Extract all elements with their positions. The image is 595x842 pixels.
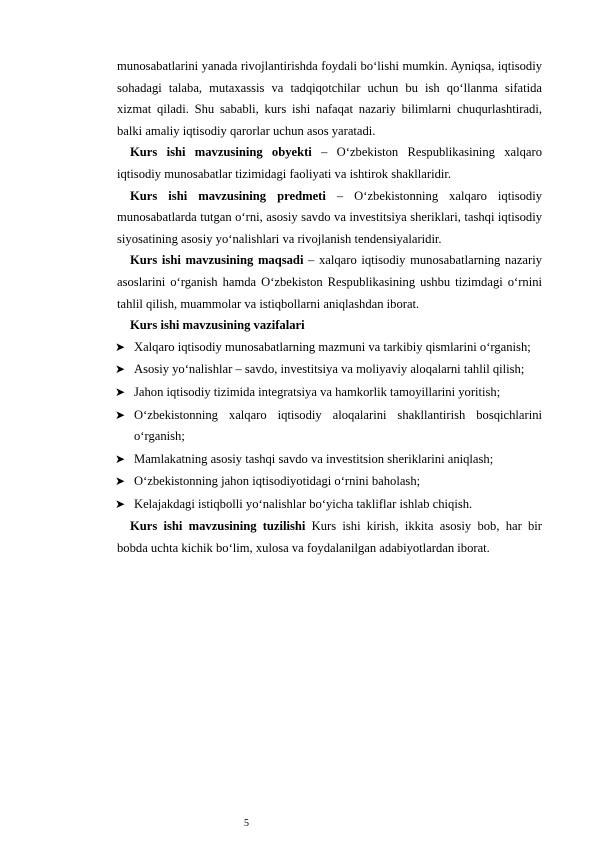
structure-text: Kurs ishi kirish, ikkita asosiy bob, har bir bobda uchta kichik bo‘lim, xulosa va foydalanilgan adabiyotlardan iborat. <box>117 519 542 556</box>
list-item: ➤ Xalqaro iqtisodiy munosabatlarning mazmuni va tarkibiy qismlarini o‘rganish; <box>117 337 542 359</box>
structure-label: Kurs ishi mavzusining tuzilishi <box>130 519 306 534</box>
list-item: ➤ Asosiy yo‘nalishlar – savdo, investitsiya va moliyaviy aloqalarni tahlil qilish; <box>117 359 542 381</box>
subject-paragraph <box>117 186 542 251</box>
object-text: – O‘zbekiston Respublikasining xalqaro iqtisodiy munosabatlar tizimidagi faoliyati va ishtirok shakllaridir. <box>117 145 543 181</box>
arrowhead-bullet-icon: ➤ <box>115 496 126 511</box>
goal-paragraph <box>117 250 542 315</box>
object-paragraph <box>117 142 542 185</box>
goal-label: Kurs ishi mavzusining maqsadi <box>130 253 304 268</box>
page-number: 5 <box>244 818 249 829</box>
arrowhead-bullet-icon: ➤ <box>115 451 126 466</box>
list-item: ➤ O‘zbekistonning jahon iqtisodiyotidagi o‘rnini baholash; <box>117 471 542 493</box>
intro-paragraph: munosabatlarini yanada rivojlantirishda foydali bo‘lishi mumkin. Ayniqsa, iqtisodiy sohadagi talaba, mutaxassis va tadqiqotchilar uchun bu ish qo‘llanma sifatida xizmat qiladi. Shu sababli, kurs ishi nafaqat nazariy bilimlarni chuqurlashtiradi, balki amaliy iqtisodiy qarorlar uchun asos yaratadi. <box>117 59 542 138</box>
subject-label: Kurs ishi mavzusining predmeti <box>130 188 326 203</box>
list-item: ➤ O‘zbekistonning xalqaro iqtisodiy aloqalarini shakllantirish bosqichlarini o‘rganish; <box>117 405 542 448</box>
arrowhead-bullet-icon: ➤ <box>115 362 126 377</box>
tasks-heading: Kurs ishi mavzusining vazifalari <box>130 318 305 333</box>
list-item: ➤ Kelajakdagi istiqbolli yo‘nalishlar bo‘yicha takliflar ishlab chiqish. <box>117 494 542 516</box>
goal-text: – xalqaro iqtisodiy munosabatlarning nazariy asoslarini o‘rganish hamda O‘zbekiston Respublikasining ushbu tizimdagi o‘rnini tahlil qilish, muammolar va istiqbollarni aniqlashdan iborat. <box>117 253 542 311</box>
arrowhead-bullet-icon: ➤ <box>115 474 126 489</box>
list-item: ➤ Mamlakatning asosiy tashqi savdo va investitsion sheriklarini aniqlash; <box>117 449 542 471</box>
structure-paragraph <box>117 516 542 559</box>
subject-text: – O‘zbekistonning xalqaro iqtisodiy munosabatlarda tutgan o‘rni, asosiy savdo va investitsiya sheriklari, tashqi iqtisodiy siyosatining asosiy yo‘nalishlari va rivojlanish tendensiyalaridir. <box>117 188 542 246</box>
object-label: Kurs ishi mavzusining obyekti <box>130 145 312 160</box>
tasks-list <box>117 337 542 516</box>
arrowhead-bullet-icon: ➤ <box>115 384 126 399</box>
document-page <box>117 56 542 560</box>
list-item: ➤ Jahon iqtisodiy tizimida integratsiya va hamkorlik tamoyillarini yoritish; <box>117 382 542 404</box>
arrowhead-bullet-icon: ➤ <box>115 407 126 422</box>
arrowhead-bullet-icon: ➤ <box>115 339 126 354</box>
